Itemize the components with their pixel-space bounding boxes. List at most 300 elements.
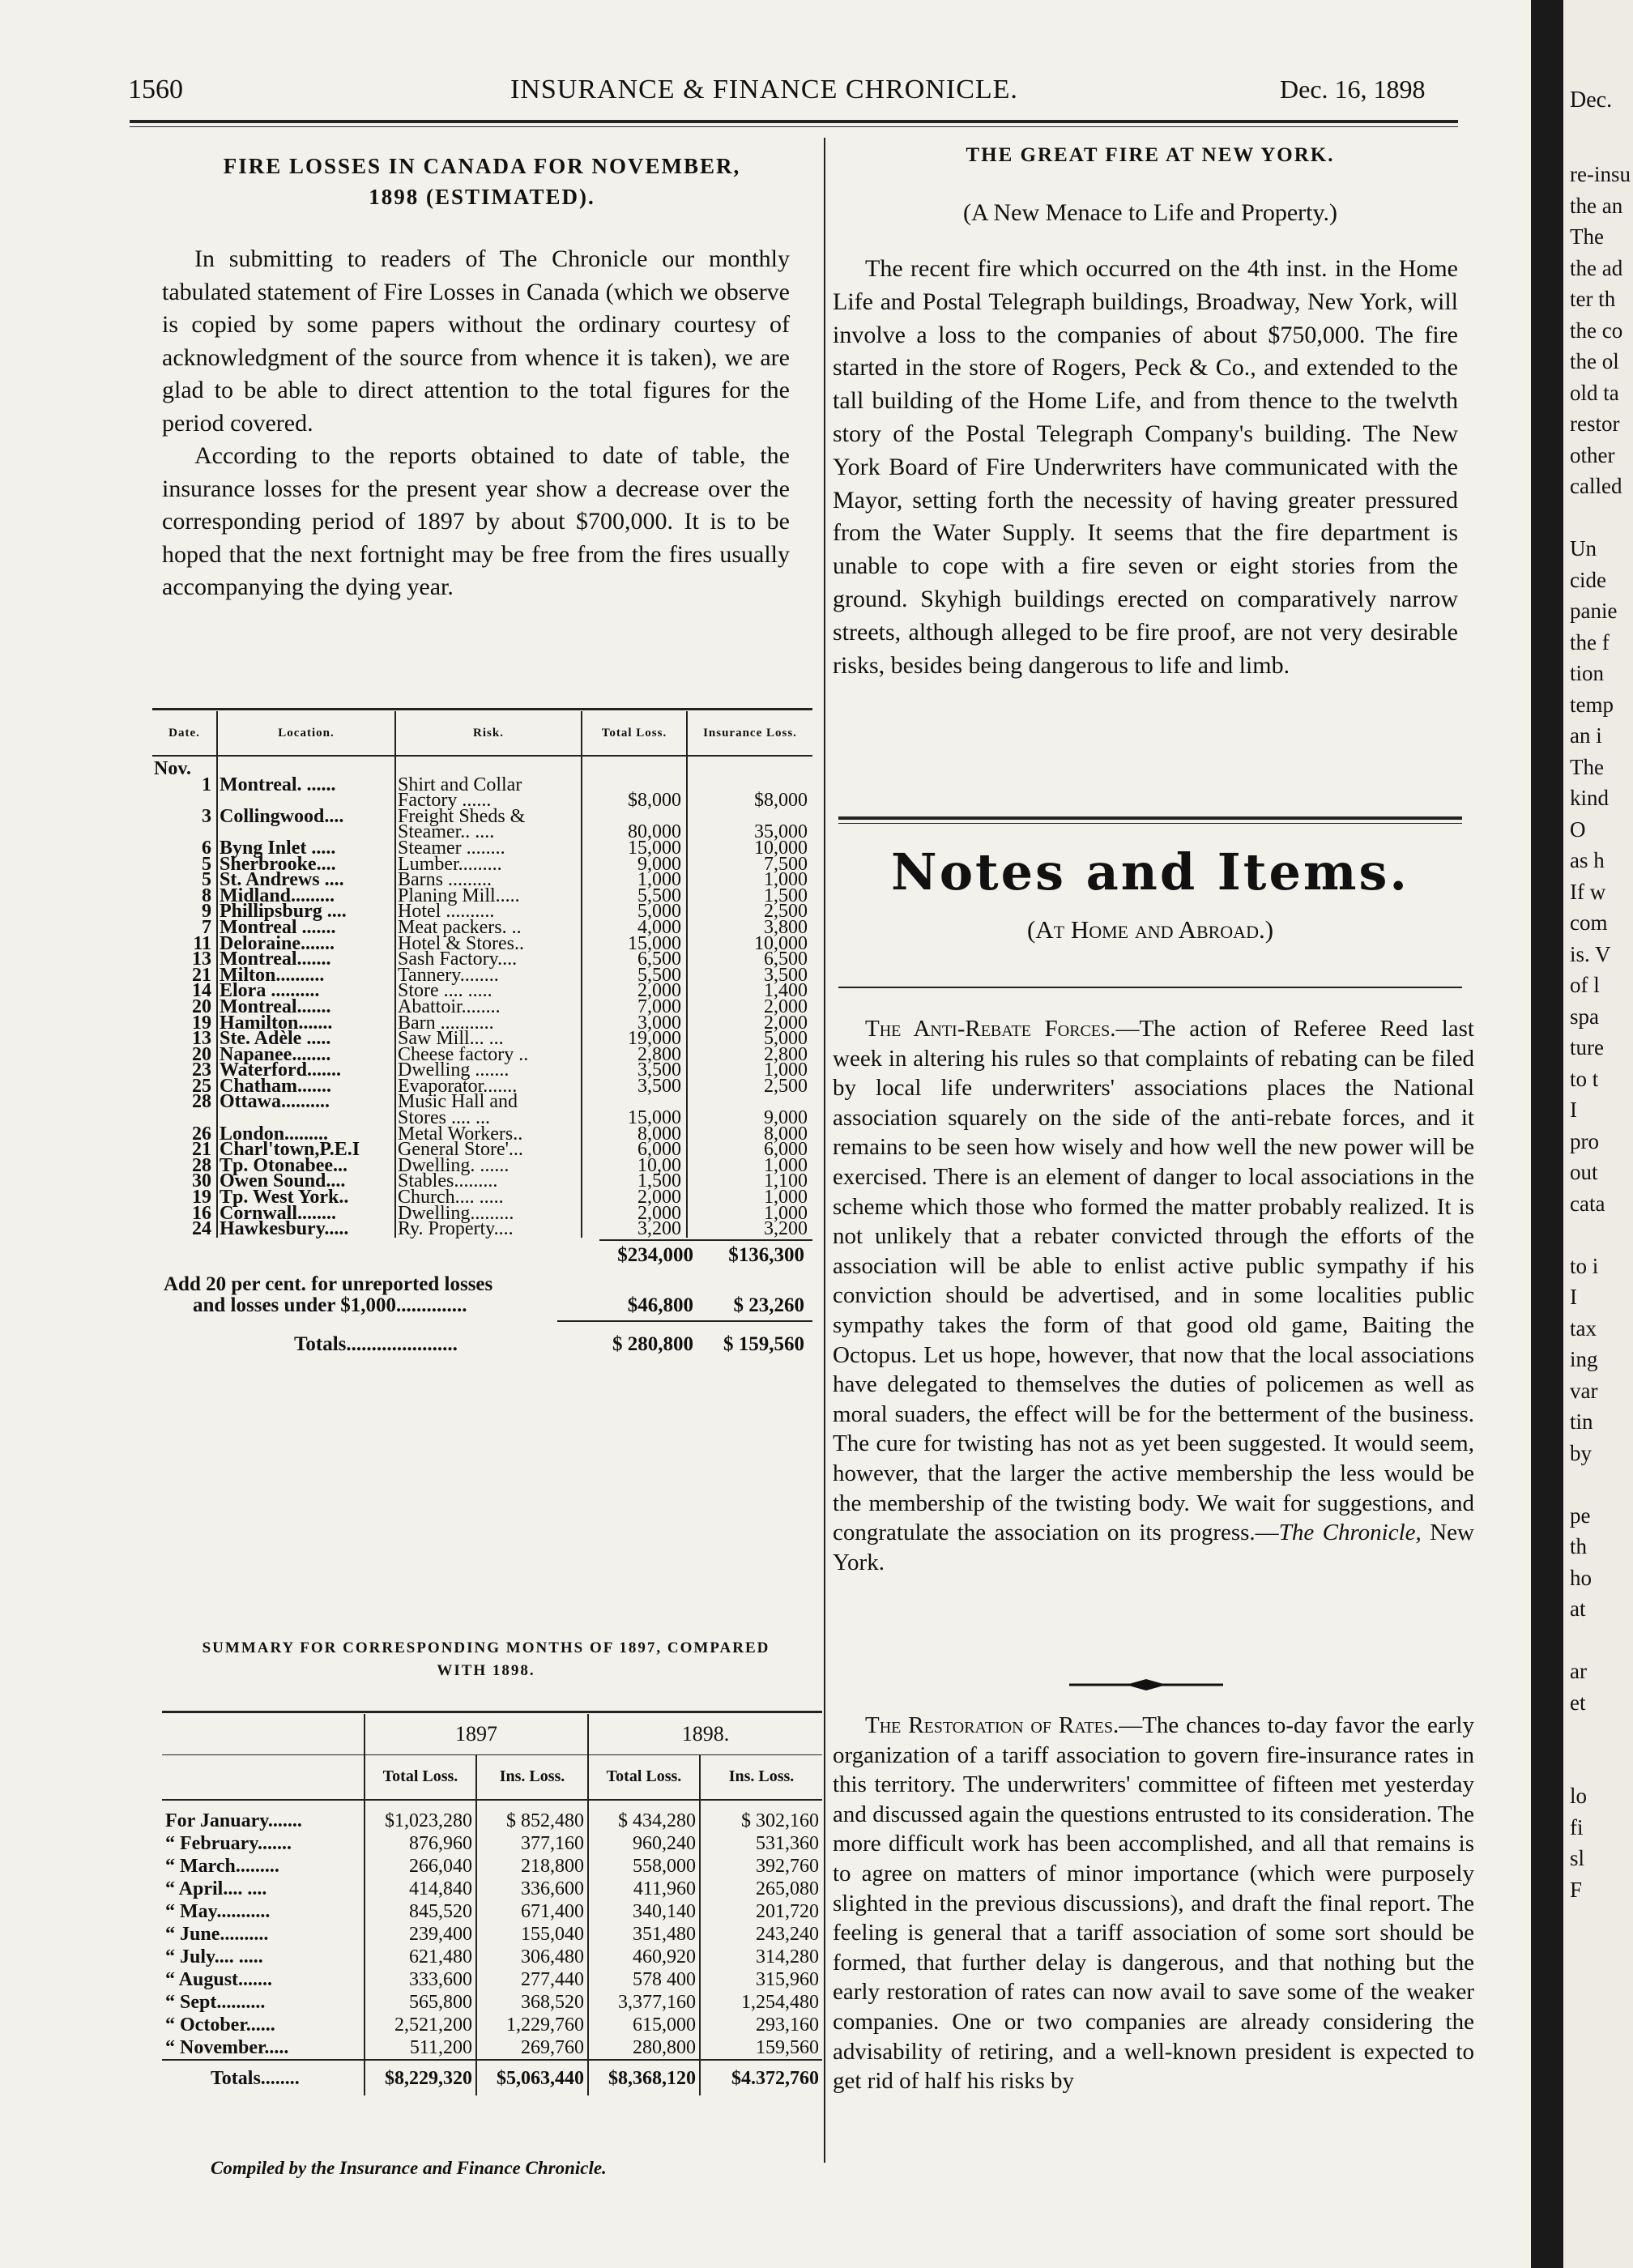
add-line-2: and losses under $1,000.............. xyxy=(193,1294,467,1316)
loss-total: 6,000 xyxy=(582,1142,687,1158)
summary-t97: 239,400 xyxy=(365,1923,476,1946)
loss-total: 6,500 xyxy=(582,952,687,968)
loss-insurance: 2,500 xyxy=(687,904,812,920)
adjacent-line: is. V xyxy=(1570,941,1611,966)
adjacent-page-header: Dec. xyxy=(1570,87,1613,113)
loss-insurance: $8,000 xyxy=(687,793,812,809)
loss-date: 5 xyxy=(202,869,211,891)
summary-t97: 565,800 xyxy=(365,1991,476,2014)
subtotal-insurance-loss: $136,300 xyxy=(728,1244,804,1266)
summary-row xyxy=(162,1810,822,1832)
loss-location: Midland......... xyxy=(217,889,395,905)
loss-total: 9,000 xyxy=(582,857,687,873)
loss-risk: Stables......... xyxy=(395,1174,582,1190)
summary-total-t97: $8,229,320 xyxy=(365,2060,476,2095)
loss-risk: Saw Mill... ... xyxy=(395,1031,582,1047)
adjacent-line: kind xyxy=(1570,786,1610,810)
loss-location: Phillipsburg .... xyxy=(217,904,395,920)
summary-t97: 845,520 xyxy=(365,1900,476,1923)
header-rule xyxy=(130,120,1458,123)
summary-i97: 377,160 xyxy=(476,1832,588,1855)
notes-rule xyxy=(838,987,1462,988)
summary-row xyxy=(162,1968,822,1991)
adjacent-line: th xyxy=(1570,1534,1588,1558)
summary-row xyxy=(162,1991,822,2014)
summary-credit: Compiled by the Insurance and Finance Chronicle. xyxy=(211,2158,607,2178)
summary-i98: 243,240 xyxy=(700,1923,822,1946)
loss-risk: Music Hall and xyxy=(395,1094,582,1111)
adjacent-line: tin xyxy=(1570,1409,1593,1434)
loss-location: Montreal....... xyxy=(217,952,395,968)
col-total-1897: Total Loss. xyxy=(365,1754,476,1800)
summary-t98: 960,240 xyxy=(588,1832,700,1855)
loss-location: Charl'town,P.E.I xyxy=(217,1142,395,1158)
page-number: 1560 xyxy=(128,75,183,104)
col-ins-1897: Ins. Loss. xyxy=(476,1754,588,1800)
loss-risk: Stores .... ... xyxy=(395,1111,582,1127)
summary-i98: 392,760 xyxy=(700,1855,822,1878)
loss-location: Sherbrooke.... xyxy=(217,857,395,873)
loss-location: Tp. West York.. xyxy=(217,1190,395,1206)
loss-total: 5,000 xyxy=(582,904,687,920)
adjacent-line: temp xyxy=(1570,692,1614,717)
loss-insurance: 5,000 xyxy=(687,1031,812,1047)
summary-month: “ April.... .... xyxy=(165,1878,267,1899)
summary-t98: $ 434,280 xyxy=(588,1810,700,1832)
loss-location: Elora .......... xyxy=(217,983,395,1000)
summary-i97: 671,400 xyxy=(476,1900,588,1923)
loss-date: 20 xyxy=(192,1043,211,1065)
loss-location: Ottawa.......... xyxy=(217,1094,395,1111)
summary-i98: 314,280 xyxy=(700,1946,822,1968)
great-fire-body: The recent fire which occurred on the 4th inst. in the Home Life and Postal Telegraph buildings, Broadway, New York, will involve a loss to the companies of about $750,000. The fire started in the store of Rogers, Peck & Co., and extended to the tall building of the Home Life, and from thence to the twelvth story of the Postal Telegraph Company's building. The New York Board of Fire Underwriters have communicated with the Mayor, setting forth the necessity of having greater pressured from the Water Supply. It seems that the fire department is unable to cope with a fire seven or eight stories from the ground. Skyhigh buildings erected on comparatively narrow streets, although alleged to be fire proof, are not very desirable risks, besides being dangerous to life and limb. xyxy=(833,255,1458,679)
summary-subtitle: WITH 1898. xyxy=(437,1662,535,1679)
loss-date: 7 xyxy=(202,916,211,938)
loss-insurance: 6,500 xyxy=(687,952,812,968)
column-divider xyxy=(824,138,825,2163)
summary-t98: 3,377,160 xyxy=(588,1991,700,2014)
loss-total: 3,500 xyxy=(582,1079,687,1095)
adjacent-line: old ta xyxy=(1570,380,1619,405)
summary-t98: 280,800 xyxy=(588,2036,700,2060)
loss-total: 4,000 xyxy=(582,920,687,936)
section-rule xyxy=(838,816,1462,820)
loss-risk: Ry. Property.... xyxy=(395,1221,582,1238)
great-fire-subtitle: (A New Menace to Life and Property.) xyxy=(962,199,1338,226)
summary-row xyxy=(162,2036,822,2060)
loss-total: 3,000 xyxy=(582,1016,687,1032)
loss-location: Chatham....... xyxy=(217,1079,395,1095)
loss-total: 5,500 xyxy=(582,889,687,905)
totals-insurance-loss: $ 159,560 xyxy=(723,1333,804,1355)
loss-total: 5,500 xyxy=(582,968,687,984)
loss-insurance: 3,800 xyxy=(687,920,812,936)
summary-i98: 1,254,480 xyxy=(700,1991,822,2014)
col-ins-1898: Ins. Loss. xyxy=(700,1754,822,1800)
subtotal-total-loss: $234,000 xyxy=(617,1244,693,1266)
losses-table xyxy=(152,711,812,1238)
loss-date: 28 xyxy=(192,1154,211,1176)
summary-i97: 155,040 xyxy=(476,1923,588,1946)
loss-date: 24 xyxy=(192,1218,211,1240)
loss-insurance: 10,000 xyxy=(687,841,812,857)
loss-total: 2,000 xyxy=(582,1206,687,1222)
loss-date: 19 xyxy=(192,1012,211,1034)
add-insurance-loss: $ 23,260 xyxy=(733,1294,804,1316)
anti-rebate-heading: The Anti-Rebate Forces. xyxy=(865,1016,1116,1042)
loss-risk: Factory ...... xyxy=(395,793,582,809)
summary-t98: 460,920 xyxy=(588,1946,700,1968)
adjacent-line: ar xyxy=(1570,1659,1587,1683)
subtotal-rule xyxy=(599,1239,812,1241)
summary-total-i98: $4.372,760 xyxy=(700,2060,822,2095)
adjacent-line: called xyxy=(1570,474,1622,498)
adjacent-line: spa xyxy=(1570,1004,1599,1029)
loss-insurance: 35,000 xyxy=(687,825,812,841)
loss-date: 1 xyxy=(202,774,211,795)
summary-t97: 2,521,200 xyxy=(365,2014,476,2036)
adjacent-line: fi xyxy=(1570,1814,1584,1840)
adjacent-line: sl xyxy=(1570,1846,1585,1870)
year-1897: 1897 xyxy=(365,1714,588,1754)
anti-rebate-body: —The action of Referee Reed last week in altering his rules so that complaints of rebating can be filed by local life underwriters' associations places the National association squarely on the side of the anti-rebate forces, and it remains to be seen how wisely and how well the new power will be exercised. There is an element of danger to local associations in the scheme which those who formed the matter probably realized. It is not unlikely that a rebater convicted through the efforts of the association will be able to enlist active public sympathy if his conviction should be advertised, and in some localities public sympathy takes the form of that good old game, Baiting the Octopus. Let us hope, however, that now that the local associations have delegated to themselves the duties of policemen as well as moral suaders, the effect will be for the betterment of the business. The cure for twisting has not as yet been suggested. It would seem, however, that the larger the active membership the less would be the membership of the twisting body. We wait for suggestions, and congratulate the association on its progress.— xyxy=(833,1016,1474,1546)
loss-date: 6 xyxy=(202,837,211,859)
loss-insurance: 7,500 xyxy=(687,857,812,873)
loss-total: 2,000 xyxy=(582,983,687,1000)
loss-insurance: 2,000 xyxy=(687,1016,812,1032)
loss-risk: Freight Sheds & xyxy=(395,809,582,825)
adjacent-line: other xyxy=(1570,442,1615,467)
losses-totals xyxy=(152,1241,812,1362)
col-risk: Risk. xyxy=(395,711,582,756)
loss-total: 15,000 xyxy=(582,841,687,857)
loss-total: 1,500 xyxy=(582,1174,687,1190)
loss-date: 16 xyxy=(192,1202,211,1224)
loss-date: 25 xyxy=(192,1075,211,1097)
restoration-heading: The Restoration of Rates. xyxy=(865,1712,1119,1738)
summary-i98: $ 302,160 xyxy=(700,1810,822,1832)
adjacent-line: pe xyxy=(1570,1503,1591,1528)
great-fire-title: THE GREAT FIRE AT NEW YORK. xyxy=(966,144,1335,166)
summary-i97: $ 852,480 xyxy=(476,1810,588,1832)
loss-location: Hawkesbury..... xyxy=(217,1221,395,1238)
loss-location: Milton.......... xyxy=(217,968,395,984)
summary-title: SUMMARY FOR CORRESPONDING MONTHS OF 1897, COMPARED xyxy=(202,1639,770,1656)
adjacent-line: to t xyxy=(1570,1066,1599,1091)
summary-month: “ July.... ..... xyxy=(165,1946,263,1967)
summary-row xyxy=(162,1946,822,1968)
loss-risk: Dwelling. ...... xyxy=(395,1158,582,1174)
loss-location: Ste. Adèle ..... xyxy=(217,1031,395,1047)
anti-rebate-paragraph xyxy=(833,1014,1474,1577)
adjacent-line: cide xyxy=(1570,567,1606,592)
summary-t98: 615,000 xyxy=(588,2014,700,2036)
loss-insurance: 2,800 xyxy=(687,1047,812,1064)
summary-i97: 277,440 xyxy=(476,1968,588,1991)
loss-insurance: 1,000 xyxy=(687,1190,812,1206)
add-total-loss: $46,800 xyxy=(627,1294,693,1316)
month-label: Nov. xyxy=(154,758,192,779)
loss-insurance: 1,000 xyxy=(687,1206,812,1222)
summary-row xyxy=(162,1878,822,1900)
col-location: Location. xyxy=(217,711,395,756)
loss-date: 23 xyxy=(192,1059,211,1081)
loss-date: 14 xyxy=(192,980,211,1002)
restoration-body: —The chances to-day favor the early organization of a tariff association to govern fire-insurance rates in this territory. The underwriters' committee of fifteen met yesterday and discussed again the questions entrusted to its consideration. The more difficult work has been accomplished, and all that remains is to agree on matters of minor importance (which were purposely slighted in the previous discussions), and draft the final report. The feeling is general that a tariff association of some sort should be formed, that further delay is dangerous, and that nothing but the early restoration of rates can now avail to save some of the weaker companies. One or two companies are already considering the advisability of retiring, and a well-known president is expected to get rid of half his risks by xyxy=(833,1712,1474,2095)
summary-t97: 414,840 xyxy=(365,1878,476,1900)
summary-t98: 351,480 xyxy=(588,1923,700,1946)
summary-t97: 266,040 xyxy=(365,1855,476,1878)
adjacent-line: ter th xyxy=(1570,287,1616,311)
loss-risk: Meat packers. .. xyxy=(395,920,582,936)
notes-title: Notes and Items. xyxy=(891,842,1409,902)
loss-date: 30 xyxy=(192,1170,211,1192)
publication-title: INSURANCE & FINANCE CHRONICLE. xyxy=(510,75,1018,104)
summary-t97: 333,600 xyxy=(365,1968,476,1991)
loss-risk: Dwelling......... xyxy=(395,1206,582,1222)
adjacent-line: Un xyxy=(1570,536,1597,561)
adjacent-line: re-insu xyxy=(1570,162,1631,186)
loss-location: Montreal ....... xyxy=(217,920,395,936)
adjacent-line: the an xyxy=(1570,193,1623,218)
loss-total: 80,000 xyxy=(582,825,687,841)
col-total-1898: Total Loss. xyxy=(588,1754,700,1800)
summary-totals-label: Totals........ xyxy=(211,2067,300,2089)
loss-date: 9 xyxy=(202,901,211,923)
loss-date: 19 xyxy=(192,1187,211,1209)
loss-risk: Shirt and Collar xyxy=(395,778,582,794)
adjacent-line: O xyxy=(1570,816,1586,842)
summary-t98: 411,960 xyxy=(588,1878,700,1900)
adjacent-line: the ad xyxy=(1570,255,1623,280)
loss-risk: Tannery........ xyxy=(395,968,582,984)
loss-total: 15,000 xyxy=(582,1111,687,1127)
adjacent-line: out xyxy=(1570,1160,1598,1184)
totals-label: Totals...................... xyxy=(294,1333,458,1355)
loss-insurance: 3,200 xyxy=(687,1221,812,1238)
summary-i98: 315,960 xyxy=(700,1968,822,1991)
loss-insurance: 8,000 xyxy=(687,1127,812,1143)
issue-date: Dec. 16, 1898 xyxy=(1280,75,1426,104)
loss-total: 19,000 xyxy=(582,1031,687,1047)
loss-risk: Evaporator....... xyxy=(395,1079,582,1095)
summary-month: “ March......... xyxy=(165,1856,279,1877)
summary-month: For January....... xyxy=(165,1810,302,1831)
loss-total: 2,800 xyxy=(582,1047,687,1064)
adjacent-line: ho xyxy=(1570,1565,1592,1590)
loss-risk: Steamer ........ xyxy=(395,841,582,857)
loss-risk: Planing Mill..... xyxy=(395,889,582,905)
summary-i98: 159,560 xyxy=(700,2036,822,2060)
summary-totals-row xyxy=(162,2060,822,2095)
loss-insurance: 2,000 xyxy=(687,1000,812,1016)
losses-table-top-rule xyxy=(152,708,812,710)
summary-top-rule xyxy=(162,1711,822,1713)
anti-rebate-source: The Chronicle, xyxy=(1278,1520,1422,1546)
loss-insurance: 1,400 xyxy=(687,983,812,1000)
anti-rebate-city: New York. xyxy=(833,1520,1474,1575)
year-1898: 1898. xyxy=(588,1714,822,1754)
loss-insurance: 2,500 xyxy=(687,1079,812,1095)
adjacent-line: panie xyxy=(1570,599,1618,623)
loss-insurance: 1,000 xyxy=(687,1063,812,1079)
header-rule-thin xyxy=(130,126,1458,127)
adjacent-line: I xyxy=(1570,1098,1577,1122)
summary-t97: $1,023,280 xyxy=(365,1810,476,1832)
adjacent-line: as h xyxy=(1570,848,1605,872)
summary-month: “ Sept.......... xyxy=(165,1992,266,2013)
summary-row xyxy=(162,1832,822,1855)
summary-row xyxy=(162,1900,822,1923)
adjacent-line: the co xyxy=(1570,318,1623,343)
adjacent-line: an i xyxy=(1570,723,1602,748)
summary-table xyxy=(162,1714,822,2095)
loss-date: 28 xyxy=(192,1091,211,1113)
summary-row xyxy=(162,1855,822,1878)
loss-date: 11 xyxy=(193,932,211,954)
loss-location: Deloraine....... xyxy=(217,936,395,953)
loss-total: 2,000 xyxy=(582,1190,687,1206)
summary-i97: 306,480 xyxy=(476,1946,588,1968)
loss-location: Byng Inlet ..... xyxy=(217,841,395,857)
summary-i97: 336,600 xyxy=(476,1878,588,1900)
fire-losses-subtitle: 1898 (ESTIMATED). xyxy=(369,185,595,209)
loss-risk: Cheese factory .. xyxy=(395,1047,582,1064)
loss-row xyxy=(152,1221,812,1238)
loss-risk: Dwelling ....... xyxy=(395,1063,582,1079)
adjacent-line: pro xyxy=(1570,1128,1599,1153)
loss-risk: Barns ......... xyxy=(395,872,582,889)
summary-i97: 218,800 xyxy=(476,1855,588,1878)
loss-total: 7,000 xyxy=(582,1000,687,1016)
add-line-1: Add 20 per cent. for unreported losses xyxy=(164,1273,493,1295)
summary-row xyxy=(162,1923,822,1946)
summary-month: “ October...... xyxy=(165,2014,275,2036)
summary-t97: 621,480 xyxy=(365,1946,476,1968)
section-rule-thin xyxy=(838,823,1462,824)
loss-total: 10,00 xyxy=(582,1158,687,1174)
loss-risk: Metal Workers.. xyxy=(395,1127,582,1143)
loss-date: 21 xyxy=(192,964,211,986)
loss-insurance: 10,000 xyxy=(687,936,812,953)
loss-date: 3 xyxy=(202,805,211,827)
summary-t97: 511,200 xyxy=(365,2036,476,2060)
loss-insurance: 1,000 xyxy=(687,1158,812,1174)
summary-month: “ August....... xyxy=(165,1969,273,1990)
adjacent-line: of l xyxy=(1570,973,1600,997)
adjacent-line: restor xyxy=(1570,411,1620,436)
adjacent-line: the ol xyxy=(1570,349,1619,373)
summary-month: “ May........... xyxy=(165,1901,271,1922)
adjacent-line: ture xyxy=(1570,1035,1604,1059)
summary-total-i97: $5,063,440 xyxy=(476,2060,588,2095)
loss-location: Montreal....... xyxy=(217,1000,395,1016)
summary-i97: 269,760 xyxy=(476,2036,588,2060)
loss-location: Tp. Otonabee... xyxy=(217,1158,395,1174)
fire-losses-title: FIRE LOSSES IN CANADA FOR NOVEMBER, xyxy=(223,154,741,178)
summary-month: “ February....... xyxy=(165,1833,292,1854)
loss-date: 20 xyxy=(192,995,211,1017)
totals-total-loss: $ 280,800 xyxy=(612,1333,693,1355)
summary-i98: 531,360 xyxy=(700,1832,822,1855)
summary-total-t98: $8,368,120 xyxy=(588,2060,700,2095)
loss-location: Cornwall........ xyxy=(217,1206,395,1222)
loss-location: St. Andrews .... xyxy=(217,872,395,889)
loss-risk: General Store'... xyxy=(395,1142,582,1158)
col-insurance-loss: Insurance Loss. xyxy=(687,711,812,756)
loss-date: 13 xyxy=(192,1028,211,1050)
loss-risk: Lumber......... xyxy=(395,857,582,873)
summary-t98: 558,000 xyxy=(588,1855,700,1878)
adjacent-line: at xyxy=(1570,1597,1586,1621)
loss-insurance: 1,000 xyxy=(687,872,812,889)
loss-total: 15,000 xyxy=(582,936,687,953)
loss-total: 3,500 xyxy=(582,1063,687,1079)
summary-i98: 201,720 xyxy=(700,1900,822,1923)
summary-t98: 578 400 xyxy=(588,1968,700,1991)
loss-date: 5 xyxy=(202,853,211,875)
loss-date: 8 xyxy=(202,885,211,906)
adjacent-line: tax xyxy=(1570,1315,1597,1341)
adjacent-line: et xyxy=(1570,1690,1586,1715)
summary-month: “ June.......... xyxy=(165,1924,269,1945)
summary-t97: 876,960 xyxy=(365,1832,476,1855)
adjacent-line: cata xyxy=(1570,1191,1605,1216)
loss-risk: Sash Factory.... xyxy=(395,952,582,968)
adjacent-line: If w xyxy=(1570,879,1606,904)
restoration-paragraph xyxy=(833,1711,1474,2096)
loss-risk: Church.... ..... xyxy=(395,1190,582,1206)
loss-date: 13 xyxy=(192,949,211,970)
col-total-loss: Total Loss. xyxy=(582,711,687,756)
adjacent-line: the f xyxy=(1570,629,1610,654)
adjacent-line: lo xyxy=(1570,1784,1588,1808)
loss-date: 26 xyxy=(192,1123,211,1145)
adjacent-line: var xyxy=(1570,1378,1598,1403)
loss-location: Montreal. ...... xyxy=(217,778,395,794)
adjacent-line: F xyxy=(1570,1877,1583,1902)
loss-total: $8,000 xyxy=(582,793,687,809)
adjacent-line: by xyxy=(1570,1440,1592,1465)
notes-subtitle: (At Home and Abroad.) xyxy=(1026,915,1274,944)
summary-i97: 1,229,760 xyxy=(476,2014,588,2036)
loss-insurance: 6,000 xyxy=(687,1142,812,1158)
loss-date: 21 xyxy=(192,1139,211,1161)
loss-location: Waterford....... xyxy=(217,1063,395,1079)
adjacent-line: I xyxy=(1570,1285,1577,1309)
fire-losses-para-1: In submitting to readers of The Chronicle our monthly tabulated statement of Fire Losses in Canada (which we observe is copied by some papers without the ordinary courtesy of acknowledgment of the source from whence it is taken), we are glad to be able to direct attention to the total figures for the period covered. xyxy=(162,245,790,437)
adjacent-line: ing xyxy=(1570,1347,1598,1371)
summary-i98: 293,160 xyxy=(700,2014,822,2036)
summary-i98: 265,080 xyxy=(700,1878,822,1900)
col-date: Date. xyxy=(168,726,200,740)
loss-risk: Abattoir........ xyxy=(395,1000,582,1016)
summary-i97: 368,520 xyxy=(476,1991,588,2014)
summary-month: “ November..... xyxy=(165,2037,289,2058)
loss-risk: Barn ........... xyxy=(395,1016,582,1032)
loss-location: Napanee........ xyxy=(217,1047,395,1064)
loss-risk: Hotel .......... xyxy=(395,904,582,920)
fire-losses-para-2: According to the reports obtained to date of table, the insurance losses for the present year show a decrease over the corresponding period of 1897 by about $700,000. It is to be hoped that the next fortnight may be free from the fires usually accompanying the dying year. xyxy=(162,442,790,600)
loss-insurance: 1,500 xyxy=(687,889,812,905)
adjacent-line: com xyxy=(1570,910,1608,935)
loss-location: Hamilton....... xyxy=(217,1016,395,1032)
adjacent-line: to i xyxy=(1570,1253,1599,1278)
ornament-divider xyxy=(1069,1678,1223,1690)
loss-risk: Hotel & Stores.. xyxy=(395,936,582,953)
adjacent-page-strip xyxy=(1563,0,1633,2268)
loss-insurance: 3,500 xyxy=(687,968,812,984)
